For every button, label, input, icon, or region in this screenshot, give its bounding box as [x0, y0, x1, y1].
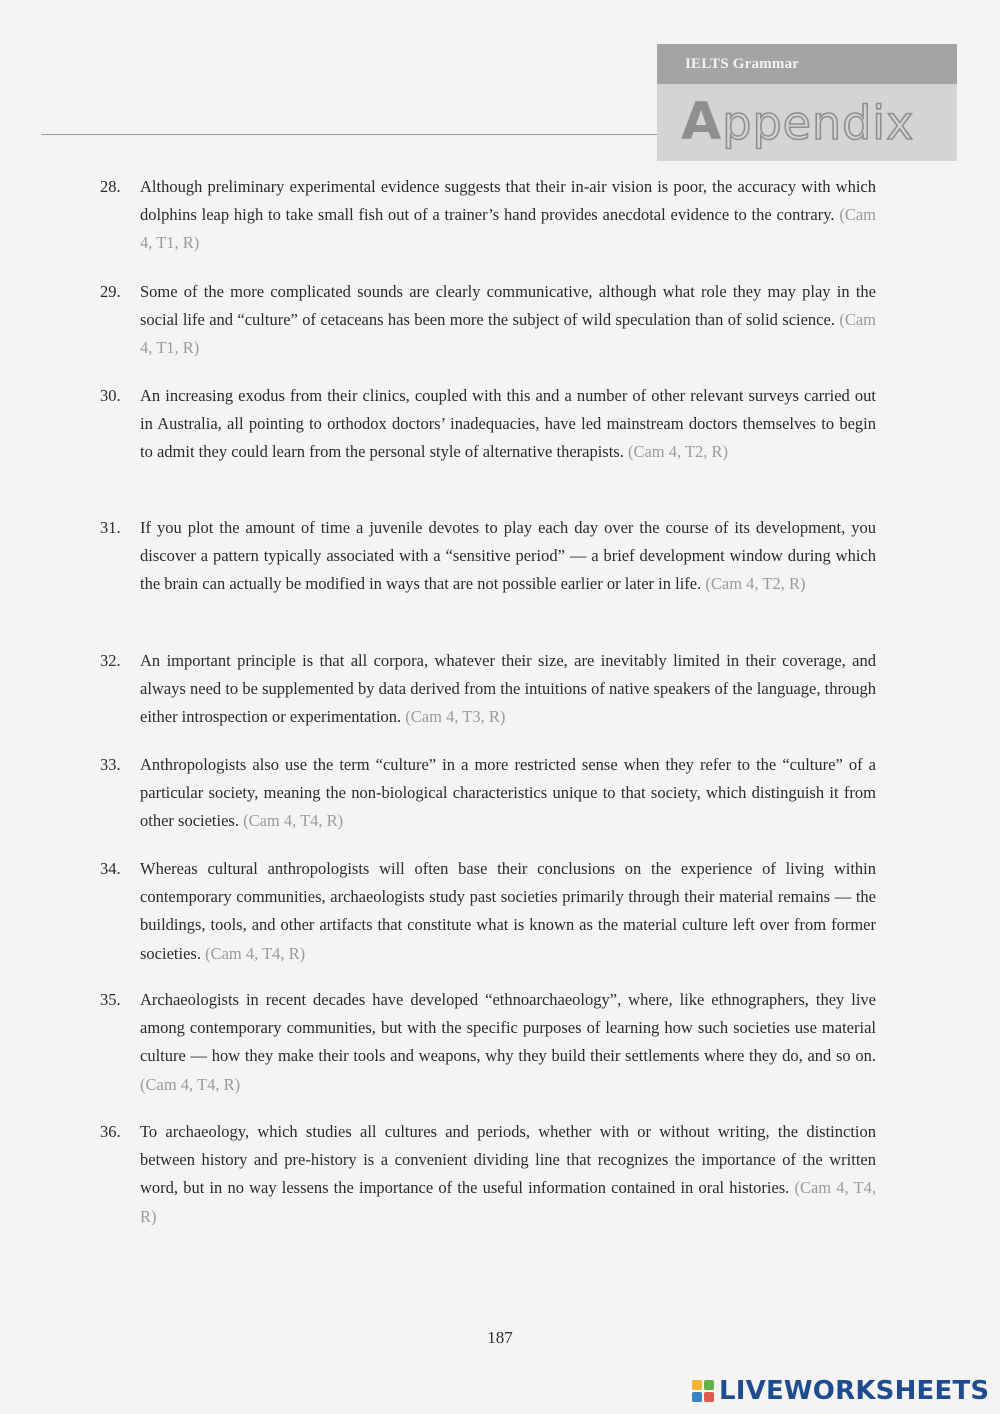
logo-square: [704, 1380, 714, 1390]
sentence-item-31: [100, 514, 890, 599]
item-number: 28.: [100, 177, 121, 196]
item-text: [140, 278, 876, 363]
item-number: 33.: [100, 755, 121, 774]
item-source: (Cam 4, T2, R): [627, 442, 729, 462]
section-title-rest: ppendix: [722, 96, 915, 150]
item-sentence: Some of the more complicated sounds are clearly communicative, although what role they may play in the social life and “culture” of cetaceans has been more the subject of wild speculation than of solid science.: [140, 282, 876, 330]
item-sentence: Anthropologists also use the term “culture” in a more restricted sense when they refer to the “culture” of a particular society, meaning the non-biological characteristics unique to that society, which distinguish it from other societies.: [140, 755, 876, 831]
liveworksheets-logo-icon: [692, 1380, 714, 1402]
item-source: (Cam 4, T4, R): [140, 1178, 876, 1226]
item-text: [140, 1118, 876, 1231]
item-text: [140, 986, 876, 1099]
item-sentence: Whereas cultural anthropologists will often base their conclusions on the experience of living within contemporary communities, archaeologists study past societies primarily through their material remains — the buildings, tools, and other artifacts that constitute what is known as the material culture left over from former societies.: [140, 859, 876, 963]
sentence-item-33: [100, 751, 890, 836]
page-number: 187: [487, 1328, 513, 1347]
logo-square: [692, 1380, 702, 1390]
sentence-item-29: [100, 278, 890, 363]
item-source: (Cam 4, T4, R): [140, 1074, 241, 1094]
section-title-initial: A: [681, 92, 723, 152]
item-number: 35.: [100, 990, 121, 1009]
header-band: [657, 44, 957, 84]
item-text: [140, 382, 876, 467]
item-sentence: Archaeologists in recent decades have developed “ethnoarchaeology”, where, like ethnographers, they live among contemporary communities, but with the specific purposes of learning how such societies use material culture — how they make their tools and weapons, why they build their settlements where they do, and so on.: [140, 990, 876, 1066]
item-source: (Cam 4, T4, R): [205, 943, 306, 963]
sentence-item-36: [100, 1118, 890, 1231]
sentence-item-34: [100, 855, 890, 968]
logo-square: [692, 1392, 702, 1402]
sentence-item-30: [100, 382, 890, 467]
item-sentence: Although preliminary experimental evidence suggests that their in-air vision is poor, the accuracy with which dolphins leap high to take small fish out of a trainer’s hand provides anecdotal evidence to the contrary.: [140, 177, 876, 225]
item-text: [140, 647, 876, 732]
item-sentence: An important principle is that all corpora, whatever their size, are inevitably limited in their coverage, and always need to be supplemented by data derived from the intuitions of native speakers of the language, through either introspection or experimentation.: [140, 651, 876, 727]
sentence-item-28: [100, 173, 890, 258]
item-source: (Cam 4, T1, R): [140, 205, 877, 253]
book-title-label: IELTS Grammar: [685, 56, 800, 72]
item-text: [140, 751, 876, 836]
section-title: [681, 92, 915, 152]
item-text: [140, 173, 876, 258]
sentence-item-35: [100, 986, 890, 1099]
header-banner: [657, 44, 957, 161]
logo-square: [704, 1392, 714, 1402]
item-number: 29.: [100, 282, 121, 301]
item-source: (Cam 4, T2, R): [705, 574, 806, 594]
brand-name: LIVEWORKSHEETS: [719, 1376, 990, 1406]
item-source: (Cam 4, T4, R): [243, 811, 344, 831]
sentence-item-32: [100, 647, 890, 732]
item-sentence: If you plot the amount of time a juvenile devotes to play each day over the course of its development, you discover a pattern typically associated with a “sensitive period” — a brief development window during which the brain can actually be modified in ways that are not possible earlier or later in life.: [140, 518, 876, 594]
item-number: 31.: [100, 518, 121, 537]
item-sentence: To archaeology, which studies all cultures and periods, whether with or without writing, the distinction between history and pre-history is a convenient dividing line that recognizes the importance of the written word, but in no way lessens the importance of the useful information contained in oral histories.: [140, 1122, 876, 1198]
item-source: (Cam 4, T3, R): [405, 707, 506, 727]
item-number: 30.: [100, 386, 121, 405]
item-source: (Cam 4, T1, R): [140, 310, 877, 358]
item-text: [140, 514, 876, 599]
item-sentence: An increasing exodus from their clinics, coupled with this and a number of other relevant surveys carried out in Australia, all pointing to orthodox doctors’ inadequacies, have led mainstream doctors themselves to begin to admit they could learn from the personal style of alternative therapists.: [140, 386, 876, 462]
item-number: 32.: [100, 651, 121, 670]
item-number: 36.: [100, 1122, 121, 1141]
liveworksheets-brand: [692, 1374, 989, 1408]
item-number: 34.: [100, 859, 121, 878]
item-text: [140, 855, 876, 968]
